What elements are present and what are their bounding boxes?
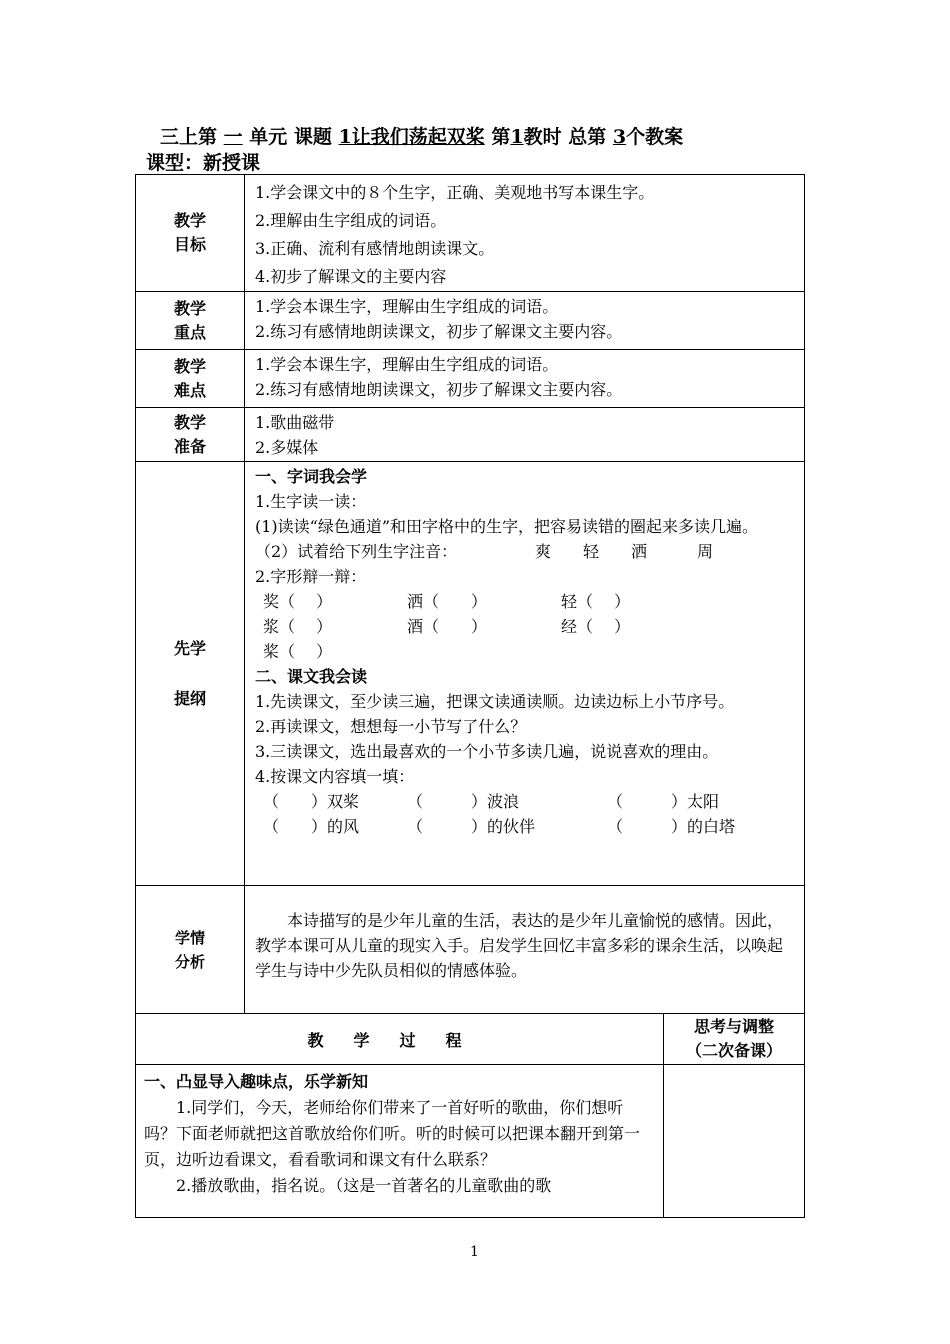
compare-cell: 浆（ ） xyxy=(263,617,333,636)
preparation-label-2: 准备 xyxy=(173,436,206,456)
goals-label-1: 教学 xyxy=(173,211,206,230)
pre-study-line: 2.再读课文，想想每一小节写了什么？ xyxy=(255,717,527,736)
pre-study-section-1-title: 一、字词我会学 xyxy=(255,467,368,486)
compare-cell: 轻（ ） xyxy=(561,592,631,611)
lesson-title: 1让我们荡起双桨 xyxy=(338,126,485,148)
fill-cell: （ ）的白塔 xyxy=(607,817,736,836)
period-number: 1 xyxy=(510,126,524,148)
goal-item: 2.理解由生字组成的词语。 xyxy=(255,211,447,230)
pre-study-line: 3.三读课文，选出最喜欢的一个小节多读几遍，说说喜欢的理由。 xyxy=(255,742,719,761)
compare-cell: 经（ ） xyxy=(561,617,631,636)
phonetic-char: 轻 xyxy=(583,542,600,561)
key-points-label xyxy=(136,292,245,350)
analysis-label-1: 学情 xyxy=(174,928,205,947)
pre-study-line: 2.字形辩一辩： xyxy=(255,567,367,586)
phonetic-row xyxy=(255,539,798,564)
compare-cell: 洒（ ） xyxy=(407,592,488,611)
difficulty-item: 2.练习有感情地朗读课文，初步了解课文主要内容。 xyxy=(255,380,623,399)
process-paragraph: 2.播放歌曲，指名说。（这是一首著名的儿童歌曲的歌 xyxy=(176,1176,552,1195)
process-paragraph: 1.同学们，今天，老师给你们带来了一首好听的歌曲，你们想听吗？下面老师就把这首歌放给你们听。听的时候可以把课本翻开到第一页，边听边看课文，看看歌词和课文有什么联系？ xyxy=(144,1098,641,1169)
pre-study-line: 4.按课文内容填一填： xyxy=(255,767,415,786)
key-points-label-2: 重点 xyxy=(173,322,206,342)
difficulties-label-2: 难点 xyxy=(173,380,206,400)
pre-study-line: 1.先读课文，至少读三遍，把课文读通读顺。边读边标上小节序号。 xyxy=(255,692,735,711)
goals-label-2: 目标 xyxy=(173,235,206,254)
period-suffix: 教时 总第 xyxy=(523,126,607,148)
phonetic-char: 爽 xyxy=(535,542,552,561)
phonetic-prompt: （2）试着给下列生字注音： xyxy=(255,542,458,561)
compare-cell: 奖（ ） xyxy=(263,592,333,611)
pre-study-line: 1.生字读一读： xyxy=(255,492,367,511)
preparation-item: 2.多媒体 xyxy=(255,438,319,457)
lesson-plan-table xyxy=(135,174,805,1014)
period-prefix: 第 xyxy=(491,126,511,148)
analysis-text: 本诗描写的是少年儿童的生活，表达的是少年儿童愉悦的感情。因此，教学本课可从儿童的现实入手。启发学生回忆丰富多彩的课余生活，以唤起学生与诗中少先队员相似的情感体验。 xyxy=(255,911,784,980)
pre-study-content xyxy=(245,462,805,886)
process-section-title: 一、凸显导入趣味点，乐学新知 xyxy=(144,1072,369,1091)
preparation-label-1: 教学 xyxy=(173,412,206,432)
pre-study-label-1: 先学 xyxy=(173,638,206,658)
think-adjust-subtitle: （二次备课） xyxy=(685,1041,782,1060)
teaching-process-table xyxy=(135,1013,805,1218)
goal-item: 3.正确、流利有感情地朗读课文。 xyxy=(255,239,495,258)
key-point-item: 2.练习有感情地朗读课文，初步了解课文主要内容。 xyxy=(255,322,623,341)
fill-cell: （ ）双桨 xyxy=(263,792,360,811)
think-adjust-cell xyxy=(664,1065,805,1218)
process-body xyxy=(136,1065,664,1218)
compare-row xyxy=(255,614,798,639)
compare-row xyxy=(255,639,798,664)
analysis-label xyxy=(136,886,245,1014)
lesson-type: 课型：新授课 xyxy=(146,152,261,174)
compare-cell: 酒（ ） xyxy=(407,617,488,636)
pre-study-label-2: 提纲 xyxy=(173,688,206,708)
pre-study-label xyxy=(136,462,245,886)
key-points-label-1: 教学 xyxy=(173,298,206,318)
preparation-content xyxy=(245,408,805,462)
fill-cell: （ ）波浪 xyxy=(407,792,520,811)
difficulties-label-1: 教学 xyxy=(173,356,206,376)
plan-suffix: 个教案 xyxy=(626,126,684,148)
key-point-item: 1.学会本课生字，理解由生字组成的词语。 xyxy=(255,297,559,316)
fill-cell: （ ）太阳 xyxy=(607,792,720,811)
goal-item: 1.学会课文中的８个生字，正确、美观地书写本课生字。 xyxy=(255,183,655,202)
goals-label xyxy=(136,175,245,292)
unit-number: 一 xyxy=(223,126,243,148)
goals-content xyxy=(245,175,805,292)
phonetic-char: 洒 xyxy=(631,542,648,561)
key-points-content xyxy=(245,292,805,350)
compare-cell: 桨（ ） xyxy=(263,642,333,661)
grade-prefix: 三上第 xyxy=(160,126,218,148)
fill-cell: （ ）的伙伴 xyxy=(407,817,536,836)
plan-number: 3 xyxy=(612,126,627,148)
fill-cell: （ ）的风 xyxy=(263,817,360,836)
page-number: 1 xyxy=(470,1244,479,1260)
think-adjust-header xyxy=(664,1014,805,1065)
preparation-item: 1.歌曲磁带 xyxy=(255,413,335,432)
phonetic-char: 周 xyxy=(697,542,714,561)
fill-row xyxy=(255,789,798,814)
pre-study-section-2-title: 二、课文我会读 xyxy=(255,667,368,686)
think-adjust-title: 思考与调整 xyxy=(693,1017,774,1036)
unit-word: 单元 课题 xyxy=(249,126,332,148)
preparation-label xyxy=(136,408,245,462)
difficulties-content xyxy=(245,350,805,408)
analysis-content xyxy=(245,886,805,1014)
goal-item: 4.初步了解课文的主要内容 xyxy=(255,267,447,286)
analysis-label-2: 分析 xyxy=(174,952,205,971)
compare-row xyxy=(255,589,798,614)
process-header: 教学过程 xyxy=(136,1014,664,1065)
lesson-header xyxy=(160,122,683,149)
difficulties-label xyxy=(136,350,245,408)
fill-row xyxy=(255,814,798,839)
pre-study-line: (1)读读“绿色通道”和田字格中的生字，把容易读错的圈起来多读几遍。 xyxy=(255,517,759,536)
difficulty-item: 1.学会本课生字，理解由生字组成的词语。 xyxy=(255,355,559,374)
